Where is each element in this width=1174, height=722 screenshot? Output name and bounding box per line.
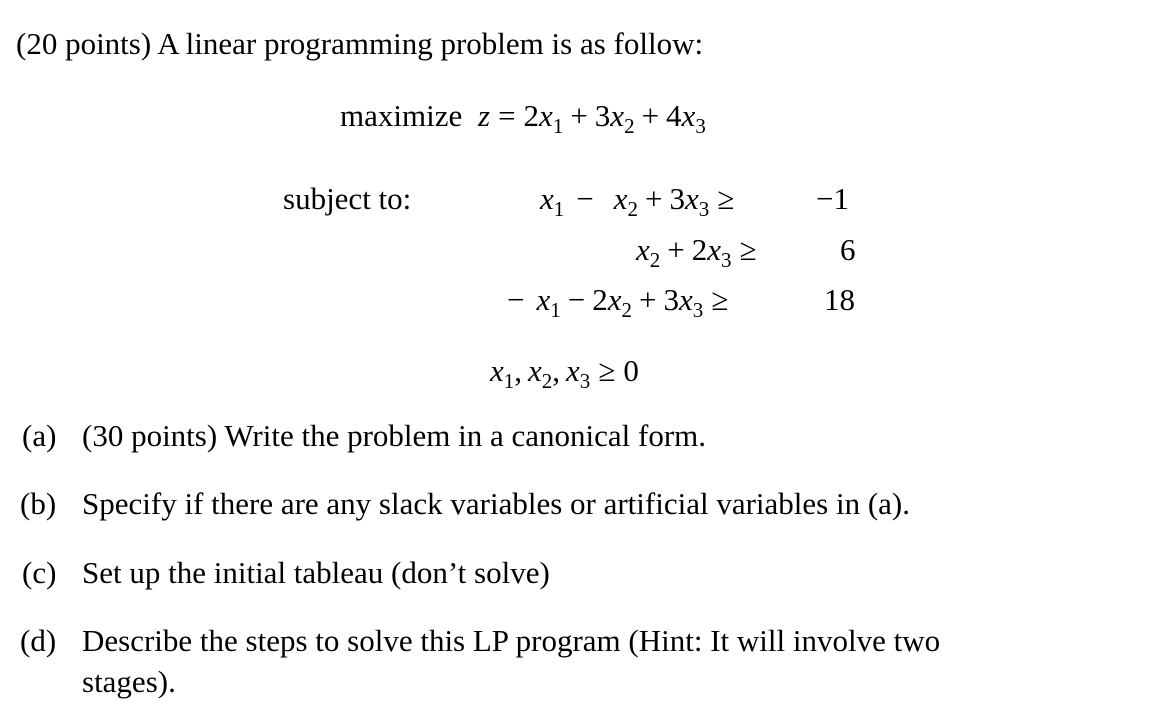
objective-coef-1: 2 [523,98,540,133]
part-c-label: (c) [22,555,57,590]
objective-function [340,98,706,137]
maximize-keyword: maximize [340,98,463,133]
c1-x1-sub: 1 [553,197,565,221]
constraint-2 [636,232,765,271]
objective-equals: = [498,98,516,133]
c1-x2-sub: 2 [627,197,639,221]
nn-x3-sub: 3 [579,369,591,393]
c2-rhs: 6 [840,232,856,267]
c1-x1: x [540,181,554,216]
problem-intro: (20 points) A linear programming problem is as follow: [16,26,704,61]
c3-x3-sub: 3 [692,298,704,322]
c2-x3: x [707,232,722,267]
c2-x2: x [636,232,650,267]
objective-var-2: x [610,98,625,133]
c3-x3: x [678,282,693,317]
nn-geq: ≥ [598,353,616,388]
part-d-text: Describe the steps to solve this LP program (Hint: It will involve two [82,623,941,658]
subject-to-label: subject to: [283,181,412,216]
objective-plus-2: + [641,98,660,133]
c3-rhs: 18 [824,282,855,317]
objective-sub-1: 1 [552,114,564,138]
c2-x3-sub: 3 [721,248,732,272]
objective-coef-2: 3 [594,98,611,133]
part-b-text: Specify if there are any slack variables or artificial variables in (a). [82,486,910,521]
part-d-label: (d) [20,623,57,658]
nn-x2-sub: 2 [541,369,553,393]
c3-x1-sub: 1 [550,298,561,322]
c1-rhs: −1 [816,181,849,216]
objective-var-3: x [681,98,696,133]
c1-coef-3: 3 [669,181,685,216]
nn-comma-2: , [552,353,561,388]
c3-geq: ≥ [711,282,729,317]
nn-x1: x [490,353,504,388]
objective-coef-3: 4 [666,98,682,133]
c1-plus: + [645,181,663,216]
objective-plus-1: + [570,98,588,133]
part-a-label: (a) [22,418,57,453]
part-b-label: (b) [20,486,57,521]
c3-x2-sub: 2 [621,298,632,322]
c2-geq: ≥ [739,232,757,267]
objective-var-1: x [539,98,553,133]
objective-z: z [477,98,491,133]
c2-x2-sub: 2 [649,248,661,272]
objective-sub-2: 2 [624,114,635,138]
c3-lead-minus: − [507,282,525,317]
c3-plus: + [639,282,657,317]
part-a-text: (30 points) Write the problem in a canonical form. [82,418,707,453]
c3-coef-3: 3 [663,282,679,317]
nn-rhs: 0 [623,353,639,388]
c3-x1: x [536,282,551,317]
c1-geq: ≥ [717,181,735,216]
constraint-3 [507,282,736,321]
constraint-1 [540,181,742,220]
part-d-text-continued: stages). [82,664,176,699]
c3-coef-2: 2 [592,282,608,317]
c2-coef-3: 2 [691,232,708,267]
c3-x2: x [607,282,622,317]
c1-x3-sub: 3 [698,197,710,221]
objective-sub-3: 3 [695,114,706,138]
part-c-text: Set up the initial tableau (don’t solve) [82,555,550,590]
c2-plus: + [667,232,685,267]
nn-x1-sub: 1 [503,369,515,393]
c1-x3: x [685,181,699,216]
nn-comma-1: , [514,353,523,388]
c1-x2: x [613,181,628,216]
nn-x2: x [528,353,542,388]
nn-x3: x [566,353,580,388]
c1-minus: − [576,181,594,216]
nonnegativity-constraint [490,353,639,392]
c3-minus: − [567,282,586,317]
